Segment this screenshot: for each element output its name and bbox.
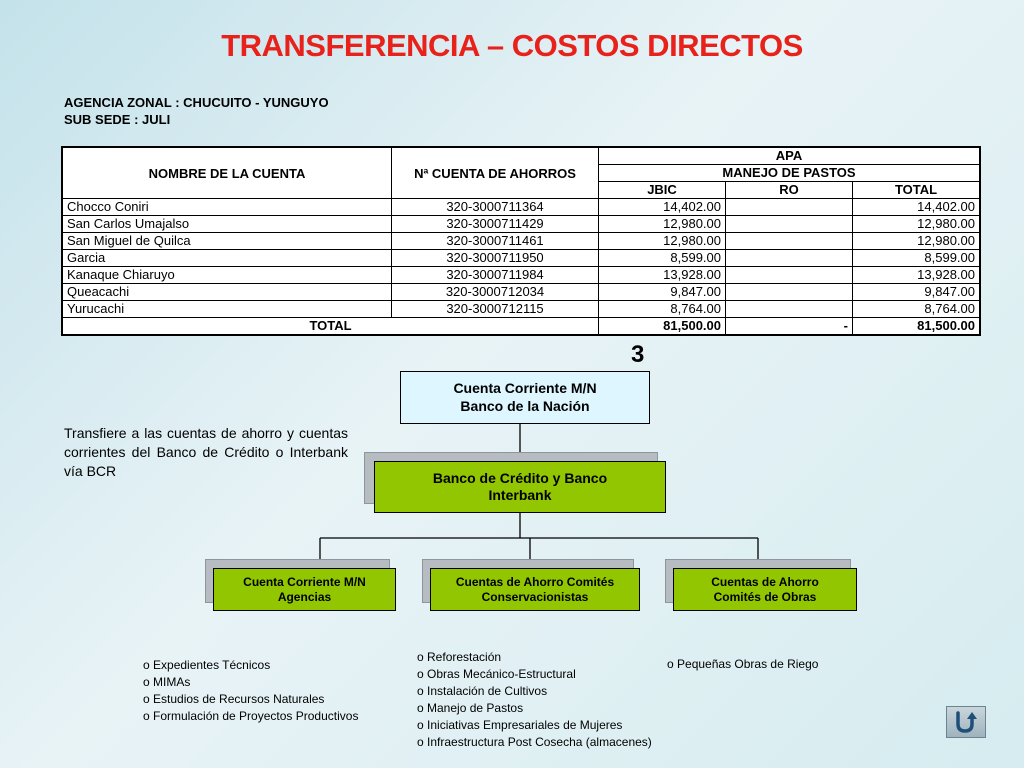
cell-ro xyxy=(726,301,853,318)
page-number: 3 xyxy=(631,341,645,368)
banco-nacion-line1: Cuenta Corriente M/N xyxy=(453,380,597,396)
cell-jbic: 12,980.00 xyxy=(599,216,726,233)
total-jbic: 81,500.00 xyxy=(599,318,726,336)
cell-name: Yurucachi xyxy=(62,301,392,318)
banco-nacion-box xyxy=(400,371,650,424)
list-item: o MIMAs xyxy=(143,674,358,691)
conservacionistas-list xyxy=(417,649,652,751)
branch-agencias-line1: Cuenta Corriente M/N xyxy=(243,574,366,589)
agency-label: AGENCIA ZONAL : CHUCUITO - YUNGUYO xyxy=(64,95,329,110)
banco-credito-line2: Interbank xyxy=(488,487,552,503)
total-label: TOTAL xyxy=(62,318,599,336)
cell-jbic: 8,764.00 xyxy=(599,301,726,318)
cell-account: 320-3000711429 xyxy=(392,216,599,233)
table-row xyxy=(62,301,980,318)
header-account-number: Nª CUENTA DE AHORROS xyxy=(392,147,599,199)
transfer-note: Transfiere a las cuentas de ahorro y cuentas corrientes del Banco de Crédito o Interbank vía BCR xyxy=(64,425,348,479)
cell-name: San Miguel de Quilca xyxy=(62,233,392,250)
list-item: o Expedientes Técnicos xyxy=(143,657,358,674)
cell-account: 320-3000711461 xyxy=(392,233,599,250)
back-button[interactable] xyxy=(946,706,986,738)
cell-name: San Carlos Umajalso xyxy=(62,216,392,233)
cell-ro xyxy=(726,284,853,301)
branch-conservacionistas-line2: Conservacionistas xyxy=(481,589,589,604)
table-row xyxy=(62,284,980,301)
list-item: o Pequeñas Obras de Riego xyxy=(667,656,818,673)
cell-total: 12,980.00 xyxy=(853,233,981,250)
list-item: o Manejo de Pastos xyxy=(417,700,652,717)
branch-agencias-box xyxy=(213,568,396,611)
page-title: TRANSFERENCIA – COSTOS DIRECTOS xyxy=(221,28,803,63)
list-item: o Infraestructura Post Cosecha (almacenes) xyxy=(417,734,652,751)
cell-jbic: 12,980.00 xyxy=(599,233,726,250)
cell-ro xyxy=(726,250,853,267)
return-arrow-icon xyxy=(953,710,979,734)
list-item: o Formulación de Proyectos Productivos xyxy=(143,708,358,725)
total-total: 81,500.00 xyxy=(853,318,981,336)
table-row xyxy=(62,233,980,250)
cell-total: 13,928.00 xyxy=(853,267,981,284)
branch-agencias-line2: Agencias xyxy=(277,589,332,604)
table-row xyxy=(62,216,980,233)
subsede-label: SUB SEDE : JULI xyxy=(64,112,171,127)
header-ro: RO xyxy=(726,182,853,199)
cell-ro xyxy=(726,199,853,216)
header-account-name: NOMBRE DE LA CUENTA xyxy=(62,147,392,199)
cell-name: Chocco Coniri xyxy=(62,199,392,216)
banco-credito-box xyxy=(374,461,666,513)
header-group: APA xyxy=(599,147,981,165)
cell-total: 8,764.00 xyxy=(853,301,981,318)
cell-jbic: 9,847.00 xyxy=(599,284,726,301)
banco-credito-line1: Banco de Crédito y Banco xyxy=(432,469,608,486)
cell-account: 320-3000711950 xyxy=(392,250,599,267)
list-item: o Iniciativas Empresariales de Mujeres xyxy=(417,717,652,734)
branch-obras-box xyxy=(673,568,857,611)
table-total-row xyxy=(62,318,980,336)
cell-account: 320-3000711984 xyxy=(392,267,599,284)
cell-jbic: 14,402.00 xyxy=(599,199,726,216)
cell-account: 320-3000711364 xyxy=(392,199,599,216)
total-ro: - xyxy=(726,318,853,336)
header-jbic: JBIC xyxy=(599,182,726,199)
cell-account: 320-3000712034 xyxy=(392,284,599,301)
table-row xyxy=(62,267,980,284)
cell-total: 12,980.00 xyxy=(853,216,981,233)
obras-list xyxy=(667,656,818,673)
cell-account: 320-3000712115 xyxy=(392,301,599,318)
cell-total: 14,402.00 xyxy=(853,199,981,216)
banco-nacion-line2: Banco de la Nación xyxy=(460,397,590,414)
list-item: o Estudios de Recursos Naturales xyxy=(143,691,358,708)
table-row xyxy=(62,199,980,216)
cell-name: Queacachi xyxy=(62,284,392,301)
header-subgroup: MANEJO DE PASTOS xyxy=(599,165,981,182)
cell-ro xyxy=(726,267,853,284)
cell-name: Kanaque Chiaruyo xyxy=(62,267,392,284)
table-body xyxy=(62,199,980,336)
branch-obras-line2: Comités de Obras xyxy=(713,589,817,604)
list-item: o Reforestación xyxy=(417,649,652,666)
table-row xyxy=(62,250,980,267)
cell-jbic: 13,928.00 xyxy=(599,267,726,284)
branch-conservacionistas-box xyxy=(430,568,640,611)
branch-conservacionistas-line1: Cuentas de Ahorro Comités xyxy=(455,574,615,589)
accounts-table xyxy=(61,146,981,336)
cell-name: Garcia xyxy=(62,250,392,267)
cell-total: 8,599.00 xyxy=(853,250,981,267)
header-total: TOTAL xyxy=(853,182,981,199)
branch-obras-line1: Cuentas de Ahorro xyxy=(711,574,819,589)
cell-ro xyxy=(726,216,853,233)
cell-total: 9,847.00 xyxy=(853,284,981,301)
cell-ro xyxy=(726,233,853,250)
agencias-list xyxy=(143,657,358,725)
list-item: o Obras Mecánico-Estructural xyxy=(417,666,652,683)
list-item: o Instalación de Cultivos xyxy=(417,683,652,700)
cell-jbic: 8,599.00 xyxy=(599,250,726,267)
